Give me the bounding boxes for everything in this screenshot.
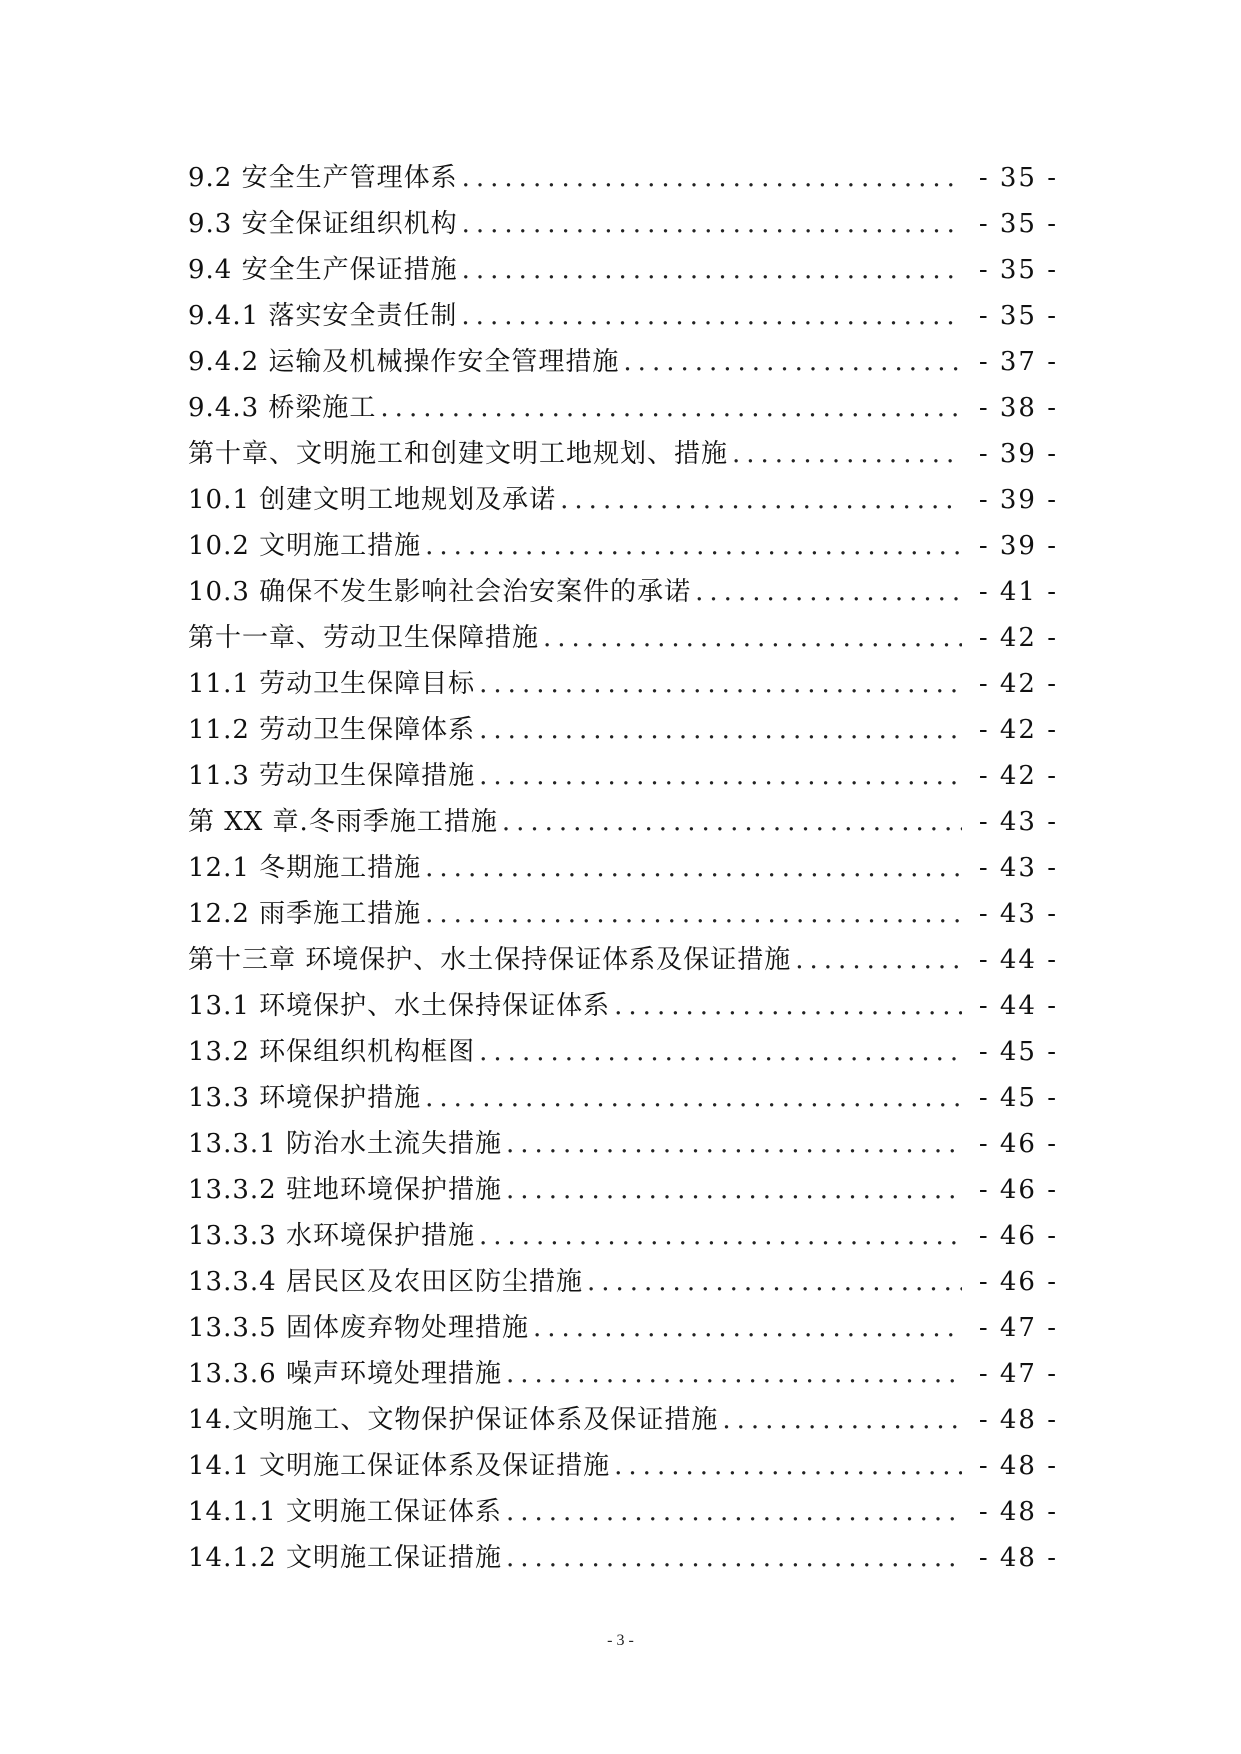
toc-entry-page: - 45 - [978,1083,1058,1113]
toc-entry[interactable] [188,477,1058,523]
toc-entry-page: - 48 - [978,1497,1058,1527]
toc-dot-leader [475,1029,962,1075]
toc-entry-page: - 35 - [978,301,1058,331]
toc-entry[interactable] [188,431,1058,477]
toc-entry-title: 13.2 环保组织机构框图 [188,1037,476,1067]
toc-entry[interactable] [188,1075,1058,1121]
toc-entry[interactable] [188,569,1058,615]
toc-entry-title: 第十一章、劳动卫生保障措施 [188,623,540,653]
toc-entry-page: - 48 - [978,1543,1058,1573]
toc-dot-leader [475,707,962,753]
toc-entry-title: 10.1 创建文明工地规划及承诺 [188,485,557,515]
toc-entry-page: - 45 - [978,1037,1058,1067]
toc-dot-leader [556,477,962,523]
toc-entry-title: 13.3.5 固体废弃物处理措施 [188,1313,529,1343]
toc-entry-title: 9.4.1 落实安全责任制 [188,301,458,331]
toc-entry-page: - 43 - [978,807,1058,837]
toc-entry-page: - 41 - [978,577,1058,607]
toc-entry-title: 第 XX 章.冬雨季施工措施 [188,807,498,837]
toc-dot-leader [728,431,962,477]
toc-dot-leader [458,201,962,247]
toc-entry-title: 14.1.1 文明施工保证体系 [188,1497,502,1527]
toc-entry-title: 14.文明施工、文物保护保证体系及保证措施 [188,1405,719,1435]
toc-entry-page: - 46 - [978,1129,1058,1159]
toc-dot-leader [583,1259,962,1305]
toc-dot-leader [421,891,962,937]
toc-entry[interactable] [188,1167,1058,1213]
toc-entry-title: 9.4 安全生产保证措施 [188,255,458,285]
toc-dot-leader [502,1167,962,1213]
toc-entry-page: - 48 - [978,1405,1058,1435]
toc-dot-leader [791,937,962,983]
toc-entry-page: - 47 - [978,1313,1058,1343]
toc-entry-title: 11.2 劳动卫生保障体系 [188,715,476,745]
toc-dot-leader [458,247,962,293]
toc-entry[interactable] [188,339,1058,385]
toc-dot-leader [458,155,962,201]
toc-entry-title: 11.3 劳动卫生保障措施 [188,761,476,791]
page-number: - 3 - [607,1632,634,1649]
toc-entry-title: 9.3 安全保证组织机构 [188,209,458,239]
toc-entry[interactable] [188,1535,1058,1581]
toc-entry-title: 13.3.2 驻地环境保护措施 [188,1175,502,1205]
toc-entry-title: 第十章、文明施工和创建文明工地规划、措施 [188,439,729,469]
toc-dot-leader [421,845,962,891]
toc-entry-title: 第十三章 环境保护、水土保持保证体系及保证措施 [188,945,792,975]
toc-entry-page: - 43 - [978,853,1058,883]
toc-dot-leader [539,615,962,661]
toc-entry[interactable] [188,523,1058,569]
toc-entry-title: 13.3 环境保护措施 [188,1083,422,1113]
toc-dot-leader [421,523,962,569]
toc-dot-leader [475,753,962,799]
toc-entry[interactable] [188,1259,1058,1305]
toc-entry[interactable] [188,201,1058,247]
toc-entry-page: - 48 - [978,1451,1058,1481]
toc-entry[interactable] [188,661,1058,707]
toc-dot-leader [610,983,962,1029]
toc-entry[interactable] [188,247,1058,293]
toc-entry[interactable] [188,1489,1058,1535]
toc-entry-title: 12.1 冬期施工措施 [188,853,422,883]
toc-entry-title: 13.3.1 防治水土流失措施 [188,1129,502,1159]
toc-entry[interactable] [188,1029,1058,1075]
toc-entry-page: - 46 - [978,1267,1058,1297]
toc-entry-page: - 39 - [978,531,1058,561]
toc-entry-page: - 42 - [978,669,1058,699]
toc-dot-leader [498,799,962,845]
toc-entry-page: - 37 - [978,347,1058,377]
table-of-contents [188,155,1058,1581]
toc-entry-title: 9.4.2 运输及机械操作安全管理措施 [188,347,620,377]
toc-entry[interactable] [188,1443,1058,1489]
toc-entry-title: 12.2 雨季施工措施 [188,899,422,929]
toc-dot-leader [475,1213,962,1259]
toc-entry-title: 10.2 文明施工措施 [188,531,422,561]
toc-entry-page: - 39 - [978,485,1058,515]
toc-dot-leader [610,1443,962,1489]
toc-entry[interactable] [188,799,1058,845]
toc-entry-title: 9.2 安全生产管理体系 [188,163,458,193]
toc-entry-title: 14.1.2 文明施工保证措施 [188,1543,502,1573]
toc-entry-title: 13.1 环境保护、水土保持保证体系 [188,991,611,1021]
toc-entry[interactable] [188,385,1058,431]
toc-entry-page: - 46 - [978,1175,1058,1205]
toc-entry-page: - 43 - [978,899,1058,929]
toc-dot-leader [502,1121,962,1167]
toc-dot-leader [376,385,962,431]
toc-entry[interactable] [188,845,1058,891]
toc-entry[interactable] [188,155,1058,201]
toc-entry-page: - 44 - [978,945,1058,975]
toc-entry-title: 14.1 文明施工保证体系及保证措施 [188,1451,611,1481]
toc-entry[interactable] [188,1351,1058,1397]
toc-dot-leader [619,339,962,385]
toc-entry-page: - 42 - [978,623,1058,653]
toc-dot-leader [529,1305,962,1351]
toc-entry-title: 11.1 劳动卫生保障目标 [188,669,476,699]
toc-entry[interactable] [188,891,1058,937]
toc-entry-page: - 44 - [978,991,1058,1021]
toc-entry[interactable] [188,937,1058,983]
toc-entry[interactable] [188,1397,1058,1443]
toc-dot-leader [502,1351,962,1397]
toc-entry-page: - 39 - [978,439,1058,469]
toc-entry-title: 13.3.4 居民区及农田区防尘措施 [188,1267,583,1297]
toc-entry-page: - 35 - [978,255,1058,285]
toc-entry-title: 13.3.6 噪声环境处理措施 [188,1359,502,1389]
toc-dot-leader [457,293,962,339]
toc-entry-page: - 46 - [978,1221,1058,1251]
toc-entry[interactable] [188,753,1058,799]
toc-entry[interactable] [188,293,1058,339]
toc-entry[interactable] [188,1121,1058,1167]
toc-entry-page: - 38 - [978,393,1058,423]
toc-entry-page: - 35 - [978,163,1058,193]
toc-entry-title: 10.3 确保不发生影响社会治安案件的承诺 [188,577,692,607]
toc-dot-leader [502,1489,962,1535]
toc-entry-page: - 35 - [978,209,1058,239]
toc-dot-leader [502,1535,962,1581]
toc-entry[interactable] [188,615,1058,661]
toc-entry-page: - 47 - [978,1359,1058,1389]
toc-entry-page: - 42 - [978,715,1058,745]
toc-dot-leader [421,1075,962,1121]
toc-entry[interactable] [188,983,1058,1029]
toc-entry[interactable] [188,1213,1058,1259]
toc-entry[interactable] [188,707,1058,753]
toc-entry-title: 9.4.3 桥梁施工 [188,393,377,423]
toc-entry-title: 13.3.3 水环境保护措施 [188,1221,475,1251]
toc-entry-page: - 42 - [978,761,1058,791]
toc-dot-leader [475,661,962,707]
toc-dot-leader [718,1397,962,1443]
toc-entry[interactable] [188,1305,1058,1351]
toc-dot-leader [691,569,962,615]
